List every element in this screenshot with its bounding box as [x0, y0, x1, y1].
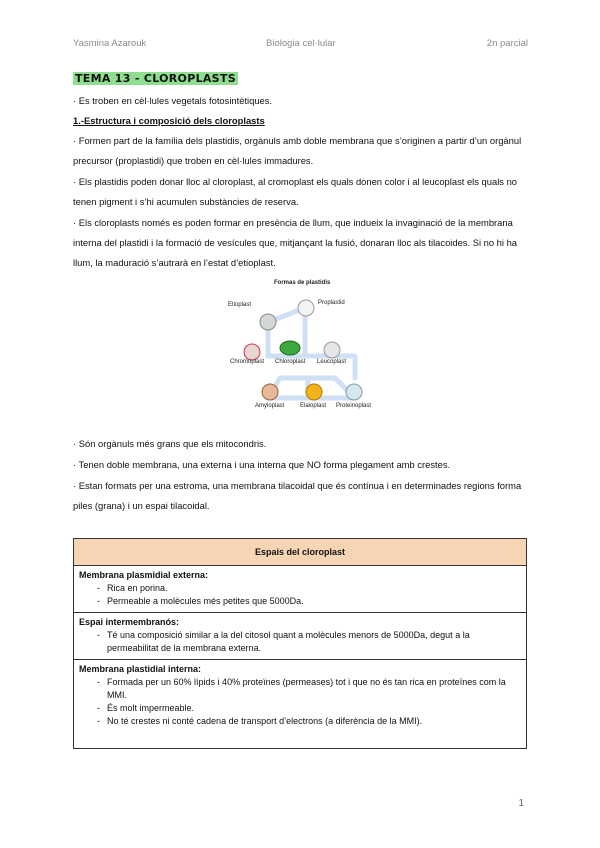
intro-text: · Es troben en cèl·lules vegetals fotosintètiques. [73, 95, 273, 106]
list-item: - Té una composició similar a la del citosol quant a molècules menors de 5000Da, degut a la permeabilitat de la membrana externa. [97, 630, 470, 653]
paragraph-6: · Estan formats per una estroma, una membrana tilacoidal que és contínua i en determinades regions forma piles (grana) i un espai tilacoidal. [73, 480, 522, 511]
chloroplast-spaces-table [73, 538, 527, 749]
paragraph-5: · Tenen doble membrana, una externa i una interna que NO forma plegament amb crestes. [73, 459, 451, 470]
table-section-intermembrane-space [74, 613, 527, 660]
list-item: - És molt impermeable. [97, 703, 195, 713]
section-title: Membrana plasmidial externa: [79, 570, 209, 580]
plastid-diagram [220, 278, 380, 418]
paragraph-4: · Són orgànuls més grans que els mitocondris. [73, 438, 267, 449]
section-title: 1.-Estructura i composició dels cloroplasts [73, 115, 265, 126]
label-proplastid: Proplastid [318, 300, 345, 306]
header-author: Yasmina Azarouk [73, 38, 147, 49]
label-etioplast: Etioplast [228, 302, 252, 308]
paragraph-2: · Els plastidis poden donar lloc al cloroplast, al cromoplast els quals donen color i al leucoplast els quals no tenen pigment i s’hi acumulen substàncies de reserva. [73, 176, 517, 207]
list-item: - Rica en porina. [97, 583, 168, 593]
plastid-diagram-graphic [220, 278, 380, 418]
list-item: - Formada per un 60% lípids i 40% proteïnes (permeases) tot i que no és tan rica en proteïnes com la MMI. [97, 677, 506, 700]
label-proteinoplast: Proteinoplast [336, 403, 372, 409]
page-title: TEMA 13 - CLOROPLASTS [75, 72, 236, 85]
page-number: 1 [518, 798, 524, 809]
section-title: Espai intermembranós: [79, 617, 180, 627]
label-elaioplast: Elaioplast [300, 403, 327, 409]
table-section-outer-membrane [74, 566, 527, 613]
list-item: - Permeable a molècules més petites que 5000Da. [97, 596, 304, 606]
list-item: - No té crestes ni conté cadena de transport d’electrons (a diferència de la MMI). [97, 716, 423, 726]
label-chloroplast: Chloroplast [275, 359, 306, 365]
header-subject: Biologia cel·lular [266, 38, 336, 49]
header-exam: 2n parcial [486, 38, 528, 49]
paragraph-1: · Formen part de la família dels plastidis, orgànuls amb doble membrana que s’originen a partir d’un orgànul precursor (proplastidi) que troben en cèl·lules immadures. [73, 135, 522, 166]
table-header: Espais del cloroplast [74, 539, 527, 566]
paragraph-3: · Els cloroplasts només es poden formar en presència de llum, que indueix la invaginació de la membrana interna del plastidi i la formació de vesícules que, mitjançant la fusió, donaran lloc als tilacoides. Si no hi ha llum, la maduració s’autrarà en l’estat d’etioplast. [73, 217, 517, 268]
table-section-inner-membrane [74, 660, 527, 749]
figure-title: Formas de plastidis [274, 280, 331, 286]
section-title: Membrana plastidial interna: [79, 664, 202, 674]
label-leucoplast: Leucoplast [317, 359, 347, 365]
label-chromoplast: Chromoplast [230, 359, 265, 365]
label-amyloplast: Amyloplast [255, 403, 285, 409]
